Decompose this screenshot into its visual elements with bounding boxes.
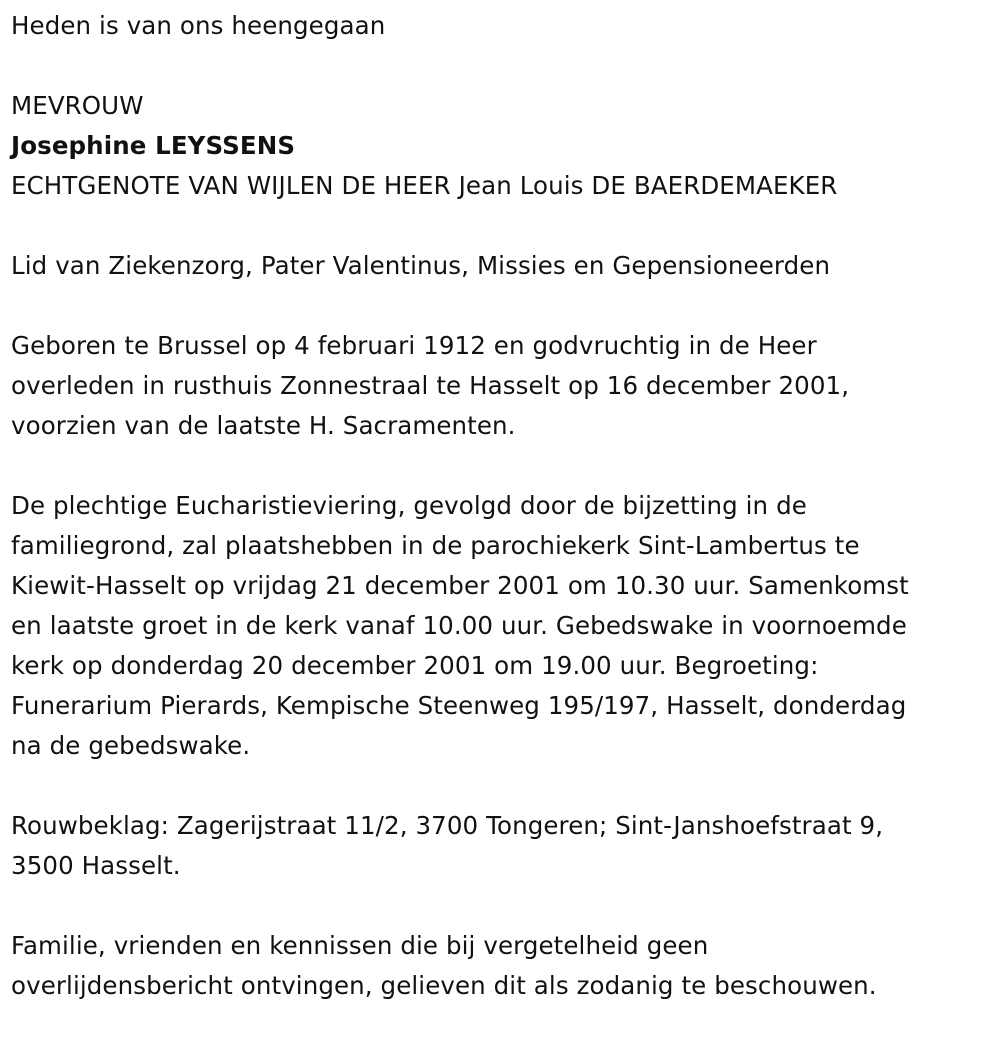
closing-paragraph — [11, 926, 1000, 1006]
paragraph-line: voorzien van de laatste H. Sacramenten. — [11, 411, 516, 440]
paragraph-line: Geboren te Brussel op 4 februari 1912 en godvruchtig in de Heer — [11, 331, 817, 360]
paragraph-line: Familie, vrienden en kennissen die bij vergetelheid geen — [11, 931, 709, 960]
birth-death-paragraph — [11, 326, 1000, 446]
ceremony-paragraph — [11, 486, 1000, 766]
spacer — [11, 206, 1000, 246]
paragraph-line: De plechtige Eucharistieviering, gevolgd door de bijzetting in de — [11, 491, 807, 520]
paragraph-line: Kiewit-Hasselt op vrijdag 21 december 2001 om 10.30 uur. Samenkomst — [11, 571, 909, 600]
paragraph-line: kerk op donderdag 20 december 2001 om 19.00 uur. Begroeting: — [11, 651, 819, 680]
spacer — [11, 46, 1000, 86]
paragraph-line: Funerarium Pierards, Kempische Steenweg 195/197, Hasselt, donderdag — [11, 691, 907, 720]
paragraph-line: na de gebedswake. — [11, 731, 251, 760]
paragraph-line: familiegrond, zal plaatshebben in de parochiekerk Sint-Lambertus te — [11, 531, 860, 560]
paragraph-line: overleden in rusthuis Zonnestraal te Hasselt op 16 december 2001, — [11, 371, 850, 400]
paragraph-line: 3500 Hasselt. — [11, 851, 181, 880]
spouse-line: ECHTGENOTE VAN WIJLEN DE HEER Jean Louis DE BAERDEMAEKER — [11, 171, 838, 200]
paragraph-line: overlijdensbericht ontvingen, gelieven dit als zodanig te beschouwen. — [11, 971, 877, 1000]
title-prefix: MEVROUW — [11, 91, 144, 120]
paragraph-line: en laatste groet in de kerk vanaf 10.00 uur. Gebedswake in voornoemde — [11, 611, 907, 640]
intro-line: Heden is van ons heengegaan — [11, 11, 386, 40]
spacer — [11, 446, 1000, 486]
paragraph-line: Rouwbeklag: Zagerijstraat 11/2, 3700 Tongeren; Sint-Janshoefstraat 9, — [11, 811, 884, 840]
membership-line: Lid van Ziekenzorg, Pater Valentinus, Missies en Gepensioneerden — [11, 251, 831, 280]
spacer — [11, 766, 1000, 806]
spacer — [11, 886, 1000, 926]
deceased-name: Josephine LEYSSENS — [11, 131, 296, 160]
spacer — [11, 286, 1000, 326]
condolences-paragraph — [11, 806, 1000, 886]
